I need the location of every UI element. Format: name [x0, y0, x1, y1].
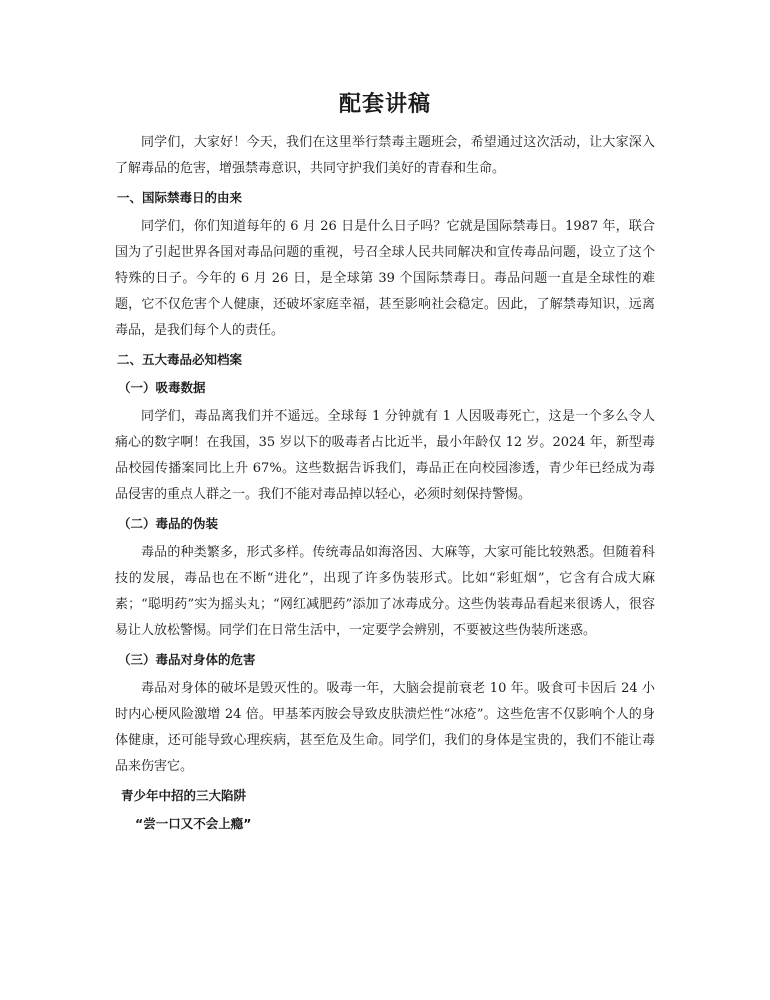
- intro-paragraph: 同学们，大家好！今天，我们在这里举行禁毒主题班会，希望通过这次活动，让大家深入了解毒品的危害，增强禁毒意识，共同守护我们美好的青春和生命。: [115, 135, 655, 176]
- section-heading-traps: 青少年中招的三大陷阱: [121, 788, 247, 803]
- trap-heading-first: “尝一口又不会上瘾”: [135, 816, 252, 831]
- subsection-heading-harm: （三）毒品对身体的危害: [118, 652, 256, 667]
- subsection-heading-data: （一）吸毒数据: [118, 380, 206, 395]
- section-heading-drug-files: 二、五大毒品必知档案: [117, 352, 243, 367]
- section-heading-origin: 一、国际禁毒日的由来: [117, 190, 243, 205]
- document-body: [115, 88, 655, 840]
- subsection-heading-disguise: （二）毒品的伪装: [118, 516, 219, 531]
- page-title: 配套讲稿: [338, 92, 431, 117]
- data-paragraph: 同学们，毒品离我们并不遥远。全球每 1 分钟就有 1 人因吸毒死亡，这是一个多么令人痛心的数字啊！在我国，35 岁以下的吸毒者占比近半，最小年龄仅 12 岁。2024 年，新型毒品校园传播案同比上升 67%。这些数据告诉我们，毒品正在向校园渗透，青少年已经成为毒品侵害的重点人群之一。我们不能对毒品掉以轻心，必须时刻保持警惕。: [115, 409, 655, 502]
- origin-paragraph: 同学们，你们知道每年的 6 月 26 日是什么日子吗？它就是国际禁毒日。1987 年，联合国为了引起世界各国对毒品问题的重视，号召全球人民共同解决和宣传毒品问题，设立了这个特殊的日子。今年的 6 月 26 日，是全球第 39 个国际禁毒日。毒品问题一直是全球性的难题，它不仅危害个人健康，还破坏家庭幸福，甚至影响社会稳定。因此，了解禁毒知识，远离毒品，是我们每个人的责任。: [115, 219, 655, 338]
- harm-paragraph: 毒品对身体的破坏是毁灭性的。吸毒一年，大脑会提前衰老 10 年。吸食可卡因后 24 小时内心梗风险激增 24 倍。甲基苯丙胺会导致皮肤溃烂性“冰疮”。这些危害不仅影响个人的身体健康，还可能导致心理疾病，甚至危及生命。同学们，我们的身体是宝贵的，我们不能让毒品来伤害它。: [115, 681, 655, 774]
- disguise-paragraph: 毒品的种类繁多，形式多样。传统毒品如海洛因、大麻等，大家可能比较熟悉。但随着科技的发展，毒品也在不断“进化”，出现了许多伪装形式。比如“彩虹烟”，它含有合成大麻素；“聪明药”实为摇头丸；“网红减肥药”添加了冰毒成分。这些伪装毒品看起来很诱人，很容易让人放松警惕。同学们在日常生活中，一定要学会辨别，不要被这些伪装所迷惑。: [115, 545, 655, 638]
